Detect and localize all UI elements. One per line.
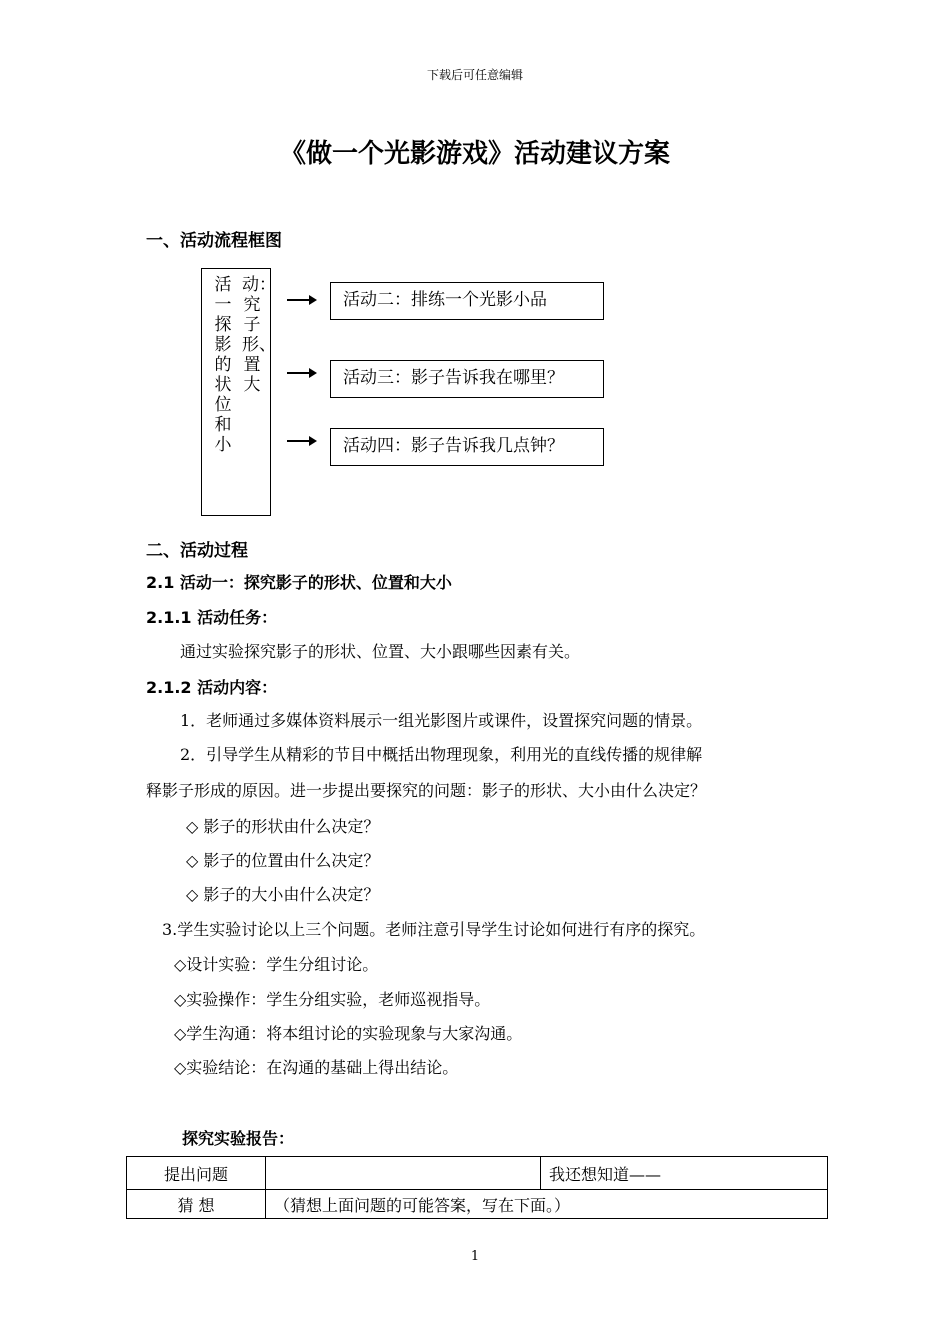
question-shape: ◇ 影子的形状由什么决定？ <box>186 817 380 836</box>
content-item-2-line2: 释影子形成的原因。进一步提出要探究的问题：影子的形状、大小由什么决定？ <box>146 781 707 800</box>
task-text: 通过实验探究影子的形状、位置、大小跟哪些因素有关。 <box>180 642 581 661</box>
hypothesis-cell: （猜想上面问题的可能答案，写在下面。） <box>266 1190 828 1219</box>
activity-two-box: 活动二：排练一个光影小品 <box>330 282 604 320</box>
table-row <box>127 1157 828 1190</box>
step-communicate: ◇学生沟通：将本组讨论的实验现象与大家沟通。 <box>174 1024 523 1043</box>
question-size: ◇ 影子的大小由什么决定？ <box>186 885 380 904</box>
arrow-to-activity-four <box>287 440 315 442</box>
page-number: 1 <box>470 1249 480 1264</box>
subsection-2-1-2: 2.1.2 活动内容： <box>146 678 278 697</box>
step-operate: ◇实验操作：学生分组实验，老师巡视指导。 <box>174 990 491 1009</box>
ask-question-cell <box>266 1157 541 1190</box>
content-item-2-line1: 2．引导学生从精彩的节目中概括出物理现象，利用光的直线传播的规律解 <box>180 745 703 764</box>
section2-heading: 二、活动过程 <box>146 541 248 561</box>
activity-one-box <box>201 268 276 516</box>
arrow-to-activity-three <box>287 372 315 374</box>
activity-three-box: 活动三：影子告诉我在哪里？ <box>330 360 604 398</box>
header-note: 下载后可任意编辑 <box>426 68 523 82</box>
question-position: ◇ 影子的位置由什么决定？ <box>186 851 380 870</box>
content-item-3: 3.学生实验讨论以上三个问题。老师注意引导学生讨论如何进行有序的探究。 <box>162 920 706 939</box>
arrow-to-activity-two <box>287 299 315 301</box>
activity-one-text-right: 动：究子形、置大 <box>242 275 276 395</box>
report-table <box>126 1156 828 1219</box>
table-row <box>127 1190 828 1219</box>
activity-four-box: 活动四：影子告诉我几点钟？ <box>330 428 604 466</box>
ask-question-label: 提出问题 <box>127 1157 266 1190</box>
section1-heading: 一、活动流程框图 <box>146 231 282 251</box>
subsection-2-1-1: 2.1.1 活动任务： <box>146 608 278 627</box>
content-item-1: 1．老师通过多媒体资料展示一组光影图片或课件，设置探究问题的情景。 <box>180 711 703 730</box>
activity-one-text-left: 活一探影的状位和小 <box>214 275 232 455</box>
report-heading: 探究实验报告： <box>182 1129 295 1148</box>
hypothesis-label: 猜 想 <box>127 1190 266 1219</box>
step-design: ◇设计实验：学生分组讨论。 <box>174 955 379 974</box>
subsection-2-1: 2.1 活动一：探究影子的形状、位置和大小 <box>146 573 452 592</box>
document-title: 《做一个光影游戏》活动建议方案 <box>279 139 670 169</box>
want-to-know-cell: 我还想知道—— <box>541 1157 828 1190</box>
step-conclusion: ◇实验结论：在沟通的基础上得出结论。 <box>174 1058 459 1077</box>
